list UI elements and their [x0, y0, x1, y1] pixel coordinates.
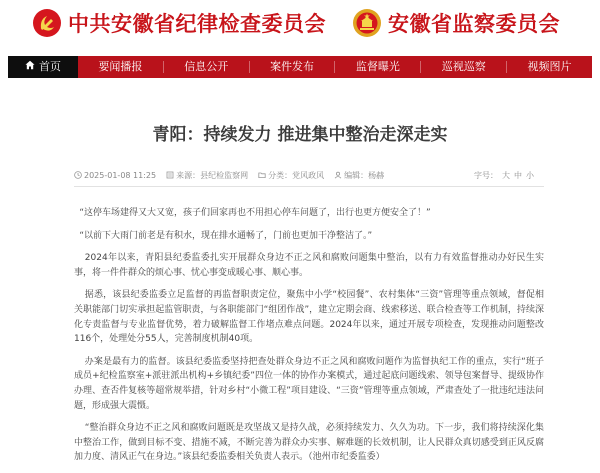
font-size-label: 字号：: [474, 171, 498, 180]
nav-news[interactable]: 要闻播报: [98, 60, 143, 73]
nav-home[interactable]: [8, 56, 78, 78]
article-paragraph: 2024年以来，青阳县纪委监委扎实开展群众身边不正之风和腐败问题集中整治，以有力有效监督推动办好民生实事，将一件件群众的烦心事、忧心事变成暖心事、顺心事。: [74, 253, 544, 278]
left-org-name: 中共安徽省纪律检查委员会: [68, 11, 326, 36]
font-size-small[interactable]: 小: [526, 171, 534, 180]
meta-date-text: 2025-01-08 11:25: [84, 171, 157, 180]
clock-icon: [74, 171, 82, 181]
source-icon: [166, 171, 174, 181]
site-header: [0, 0, 600, 52]
font-size-large[interactable]: 大: [502, 171, 510, 180]
nav-video-images[interactable]: 视频图片: [527, 60, 572, 73]
article-meta: [74, 170, 534, 181]
meta-editor: [334, 170, 384, 181]
nav-supervision-exposure[interactable]: 监督曝光: [355, 60, 400, 73]
user-icon: [334, 171, 342, 181]
nav-info-disclosure[interactable]: 信息公开: [184, 60, 229, 73]
article-paragraph: “整治群众身边不正之风和腐败问题既是攻坚战又是持久战，必须持续发力、久久为功。下一步，我们将持续深化集中整治工作，做到目标不变、措施不减，不断完善为群众办实事、解难题的长效机制，让人民群众真切感受到正风反腐加力度、清风正气在身边。”该县纪委监委相关负责人表示。（池州市纪委监委）: [74, 423, 544, 463]
meta-editor-text: 编辑：杨赫: [344, 171, 385, 180]
supervision-commission-logo[interactable]: [352, 8, 560, 38]
meta-category-text: 分类：党风政风: [268, 171, 325, 180]
article-paragraph: 办案是最有力的监督。该县纪委监委坚持把查处群众身边不正之风和腐败问题作为监督执纪工作的重点，实行“班子成员+纪检监察室+派驻派出机构+乡镇纪委”四位一体的协作办案模式，通过起底问题线索、领导包案督导、提级协作办理、查否件复核等超常规举措，针对乡村“小微工程”项目建设、“三资”管理等重点领域，严肃查处了一批违纪违法问题，形成强大震慑。: [74, 356, 544, 411]
party-emblem-icon: [32, 8, 62, 38]
nav-inspection[interactable]: 巡视巡察: [441, 60, 486, 73]
article-title: 青阳：持续发力 推进集中整治走深走实: [152, 125, 448, 145]
nav-home-label: 首页: [39, 60, 61, 73]
right-org-name: 安徽省监察委员会: [388, 11, 560, 36]
article-paragraph: “以前下大雨门前老是有积水，现在排水通畅了，门前也更加干净整洁了。”: [79, 230, 373, 241]
article-paragraph: 据悉，该县纪委监委立足监督的再监督职责定位，聚焦中小学“校园餐”、农村集体“三资”管理等重点领域，督促相关职能部门切实承担起监管职责，与各职能部门“组团作战”，建立定期会商、线索移送、联合检查等工作机制，持续深化专责监督与专业监督优势，着力破解监督工作堵点难点问题。2024年以来，通过开展专项检查，发现推动问题整改116个，处理处分55人，完善制度机制40项。: [74, 290, 544, 345]
national-emblem-icon: [352, 8, 382, 38]
article: [8, 78, 592, 463]
nav-case-release[interactable]: 案件发布: [270, 60, 315, 73]
font-size-control: [474, 170, 534, 181]
folder-icon: [258, 171, 266, 181]
home-icon: [25, 56, 35, 78]
main-nav: [8, 56, 592, 78]
meta-source: [166, 170, 248, 181]
article-body: [74, 206, 544, 473]
meta-date: [74, 171, 156, 181]
party-discipline-logo[interactable]: [32, 8, 326, 38]
article-paragraph: “这停车场建得又大又宽，孩子们回家再也不用担心停车问题了，出行也更方便安全了！”: [79, 208, 431, 218]
meta-category: [258, 170, 324, 181]
meta-divider: [74, 186, 544, 187]
font-size-medium[interactable]: 中: [514, 171, 522, 180]
meta-source-text: 来源：县纪检监察网: [176, 171, 249, 180]
